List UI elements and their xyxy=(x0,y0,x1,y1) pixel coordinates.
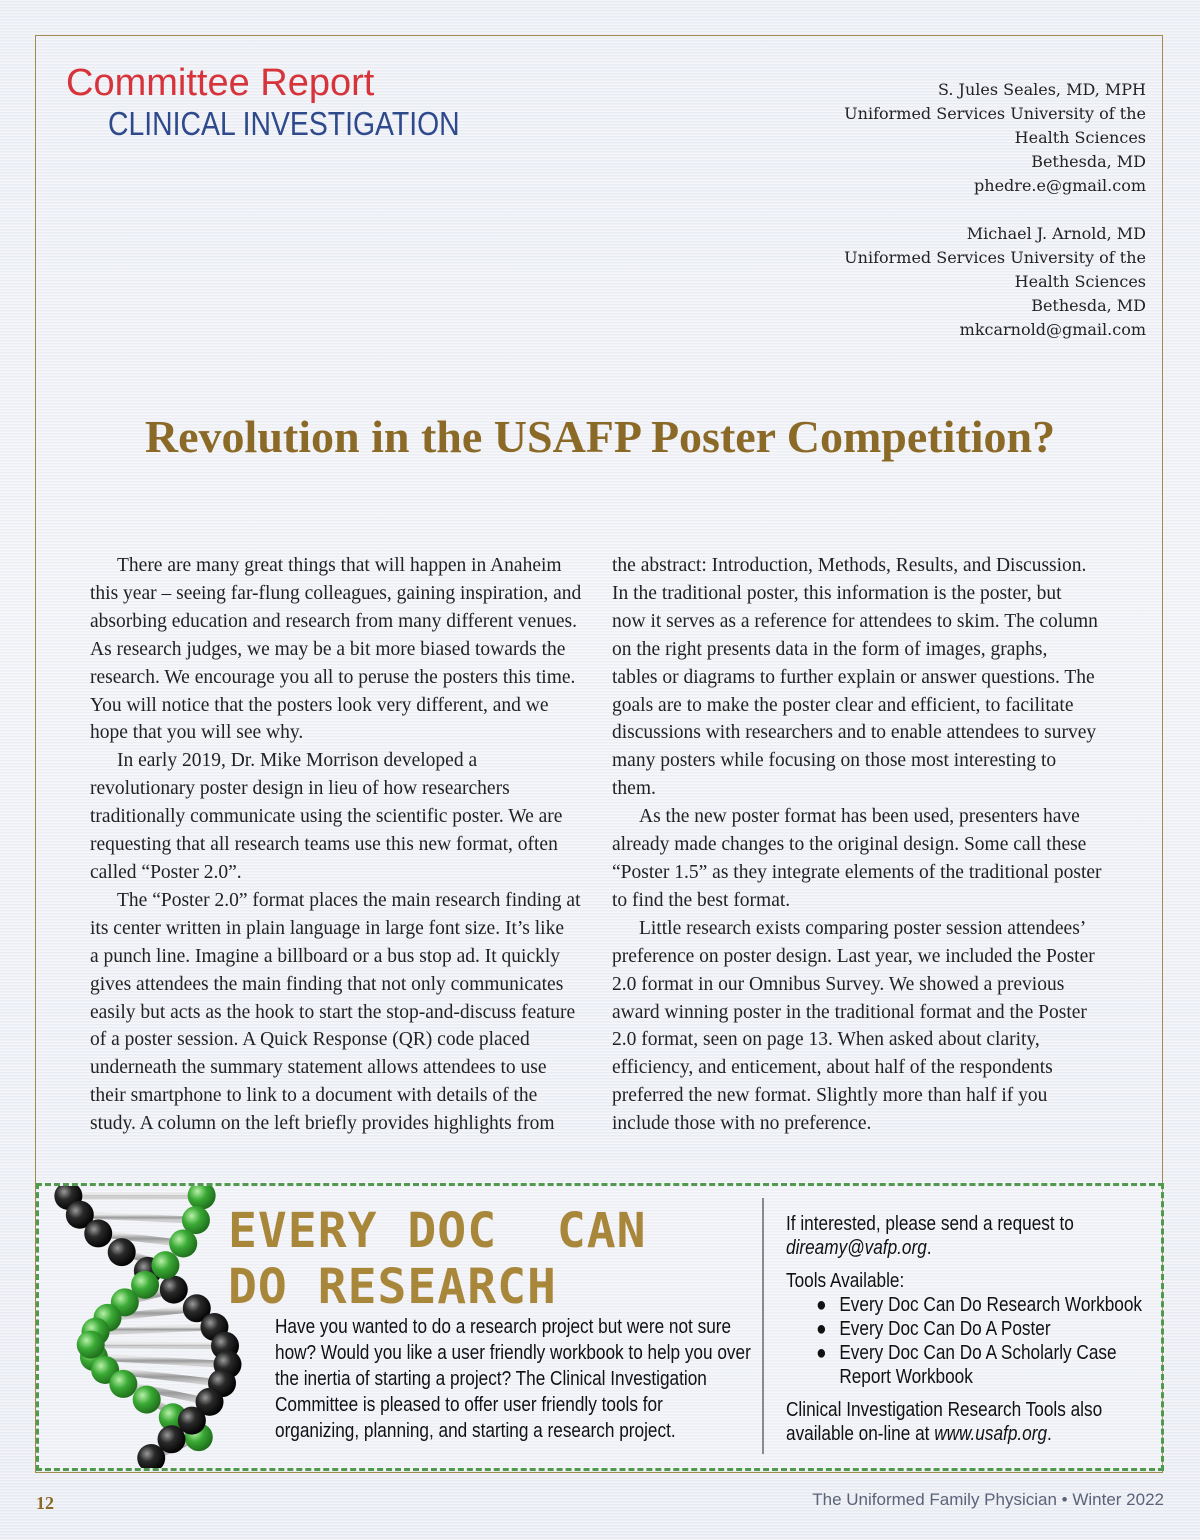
article-text-line: already made changes to the original design. Some call these xyxy=(612,834,1087,856)
callout-text-line: Committee is pleased to offer user friendly tools for xyxy=(275,1394,663,1416)
online-link-line xyxy=(786,1422,1142,1446)
dna-sphere xyxy=(151,1251,179,1279)
article-text-line: discussions with researchers and to enable attendees to survey xyxy=(612,722,1097,744)
tool-item xyxy=(786,1341,1142,1389)
callout-divider xyxy=(762,1198,764,1454)
dna-sphere xyxy=(77,1331,105,1359)
dna-rung xyxy=(80,1215,196,1220)
tool-item xyxy=(786,1317,1142,1341)
article-text-line: goals are to make the poster clear and efficient, to facilitate xyxy=(612,694,1074,716)
bullet-icon: ● xyxy=(816,1342,827,1364)
article-text-line: this year – seeing far-flung colleagues, gaining inspiration, and xyxy=(90,582,582,604)
dna-sphere xyxy=(84,1219,112,1247)
article-text-line: gives attendees the main finding that not only communicates xyxy=(90,973,564,995)
dna-rung xyxy=(91,1345,225,1346)
article-text-line: You will notice that the posters look very different, and we xyxy=(90,694,549,716)
article-text-line: preferred the new format. Slightly more than half if you xyxy=(612,1085,1048,1107)
article-text-line: requesting that all research teams use this new format, often xyxy=(90,834,558,856)
dna-sphere xyxy=(133,1386,161,1414)
online-period: . xyxy=(1047,1423,1052,1445)
author-email[interactable]: phedre.e@gmail.com xyxy=(974,176,1146,195)
article-text-line: 2.0 format in our Omnibus Survey. We showed a previous xyxy=(612,973,1065,995)
callout-heading-line: DO RESEARCH xyxy=(228,1259,557,1315)
callout-text-line: Have you wanted to do a research project but were not sure xyxy=(275,1316,732,1338)
online-text: Clinical Investigation Research Tools also xyxy=(786,1399,1103,1421)
author-name: Michael J. Arnold, MD xyxy=(966,224,1146,243)
article-title: Revolution in the USAFP Poster Competition? xyxy=(144,411,1056,462)
author-location: Bethesda, MD xyxy=(1031,152,1146,171)
author-affiliation: Health Sciences xyxy=(1014,128,1146,147)
article-text-line: traditionally communicate using the scientific poster. We are xyxy=(90,806,563,828)
article-text-line: include those with no preference. xyxy=(612,1113,872,1135)
request-email-link[interactable]: direamy@vafp.org xyxy=(786,1237,927,1259)
article-text-line: called “Poster 2.0”. xyxy=(90,861,242,883)
callout-text-line: organizing, planning, and starting a research project. xyxy=(275,1420,676,1442)
callout-request-info xyxy=(786,1212,1142,1446)
article-text-line: tables or diagrams to further explain or answer questions. The xyxy=(612,666,1095,688)
article-column-left xyxy=(90,552,590,1138)
tools-list xyxy=(786,1293,1142,1389)
article-text-line: to find the best format. xyxy=(612,889,791,911)
author-location: Bethesda, MD xyxy=(1031,296,1146,315)
request-text: If interested, please send a request to xyxy=(786,1213,1074,1235)
author-2 xyxy=(844,222,1146,342)
author-affiliation: Uniformed Services University of the xyxy=(844,248,1146,267)
author-name: S. Jules Seales, MD, MPH xyxy=(937,80,1146,99)
section-label: Committee Report xyxy=(66,62,375,104)
article-text-line: “Poster 1.5” as they integrate elements of the traditional poster xyxy=(612,861,1102,883)
dna-sphere xyxy=(108,1238,136,1266)
author-list xyxy=(844,78,1146,342)
callout-description xyxy=(275,1314,751,1444)
callout-heading xyxy=(228,1203,647,1315)
dna-sphere xyxy=(188,1186,216,1210)
article-column-right xyxy=(612,552,1117,1138)
website-link[interactable]: www.usafp.org xyxy=(934,1423,1048,1445)
page-number: 12 xyxy=(36,1493,54,1513)
article-text-line: underneath the summary statement allows attendees to use xyxy=(90,1057,547,1079)
tool-item-label: Every Doc Can Do Research Workbook xyxy=(839,1294,1143,1316)
article-text-line: Little research exists comparing poster session attendees’ xyxy=(639,917,1087,939)
article-text-line: many posters while focusing on those most interesting to xyxy=(612,750,1057,772)
author-1 xyxy=(844,78,1146,198)
article-text-line: their smartphone to link to a document with details of the xyxy=(90,1085,538,1107)
article-text-line: In the traditional poster, this information is the poster, but xyxy=(612,582,1062,604)
author-affiliation: Health Sciences xyxy=(1014,272,1146,291)
article-text-line: preference on poster design. Last year, we included the Poster xyxy=(612,945,1095,967)
article-text-line: a punch line. Imagine a billboard or a bus stop ad. It quickly xyxy=(90,945,561,967)
article-text-line: efficiency, and enticement, about half of the respondents xyxy=(612,1057,1053,1079)
article-text-line: award winning poster in the traditional format and the Poster xyxy=(612,1001,1087,1023)
article-text-line: research. We encourage you all to peruse the posters this time. xyxy=(90,666,576,688)
article-text-line: now it serves as a reference for attendees to skim. The column xyxy=(612,610,1098,632)
article-text-line: There are many great things that will happen in Anaheim xyxy=(117,555,562,576)
article-text-line: of a poster session. A Quick Response (QR) code placed xyxy=(90,1029,530,1051)
dna-sphere xyxy=(160,1276,188,1304)
article-text-line: absorbing education and research from many different venues. xyxy=(90,610,577,632)
subsection-label: CLINICAL INVESTIGATION xyxy=(108,105,460,142)
article-text-line: hope that you will see why. xyxy=(90,722,304,744)
article-text-line: The “Poster 2.0” format places the main research finding at xyxy=(117,889,581,911)
article-text-line: easily but acts as the hook to start the stop-and-discuss feature xyxy=(90,1001,576,1023)
article-text-line: on the right presents data in the form of images, graphs, xyxy=(612,638,1048,660)
article-text-line: study. A column on the left briefly provides highlights from xyxy=(90,1113,555,1135)
callout-text-line: how? Would you like a user friendly workbook to help you over xyxy=(275,1342,751,1364)
author-email[interactable]: mkcarnold@gmail.com xyxy=(959,320,1146,339)
journal-footer: The Uniformed Family Physician • Winter 2022 xyxy=(812,1490,1164,1509)
callout-text-line: the inertia of starting a project? The Clinical Investigation xyxy=(275,1368,707,1390)
tool-item xyxy=(786,1293,1142,1317)
article-text-line: As the new poster format has been used, presenters have xyxy=(639,806,1080,828)
article-text-line: them. xyxy=(612,778,656,800)
article-text-line: As research judges, we may be a bit more biased towards the xyxy=(90,638,566,660)
tools-label: Tools Available: xyxy=(786,1270,905,1292)
bullet-icon: ● xyxy=(816,1294,827,1316)
tool-item-label: Every Doc Can Do A Poster xyxy=(839,1318,1051,1340)
request-email-line xyxy=(786,1236,1142,1260)
callout-heading-line: EVERY DOC CAN xyxy=(228,1203,647,1259)
dna-sphere xyxy=(109,1370,137,1398)
article-text-line: In early 2019, Dr. Mike Morrison developed a xyxy=(117,750,478,772)
tool-item-label: Every Doc Can Do A Scholarly Case xyxy=(839,1342,1117,1364)
article-text-line: 2.0 format, seen on page 13. When asked about clarity, xyxy=(612,1029,1040,1051)
bullet-icon: ● xyxy=(816,1318,827,1340)
article-text-line: the abstract: Introduction, Methods, Results, and Discussion. xyxy=(612,555,1087,576)
dna-sphere xyxy=(169,1229,197,1257)
online-prefix: available on-line at xyxy=(786,1423,935,1445)
request-email-period: . xyxy=(926,1237,932,1259)
article-text-line: its center written in plain language in large font size. It’s like xyxy=(90,917,564,939)
tool-item-label-continued: Report Workbook xyxy=(839,1366,973,1388)
article-text-line: revolutionary poster design in lieu of how researchers xyxy=(90,778,510,800)
author-affiliation: Uniformed Services University of the xyxy=(844,104,1146,123)
